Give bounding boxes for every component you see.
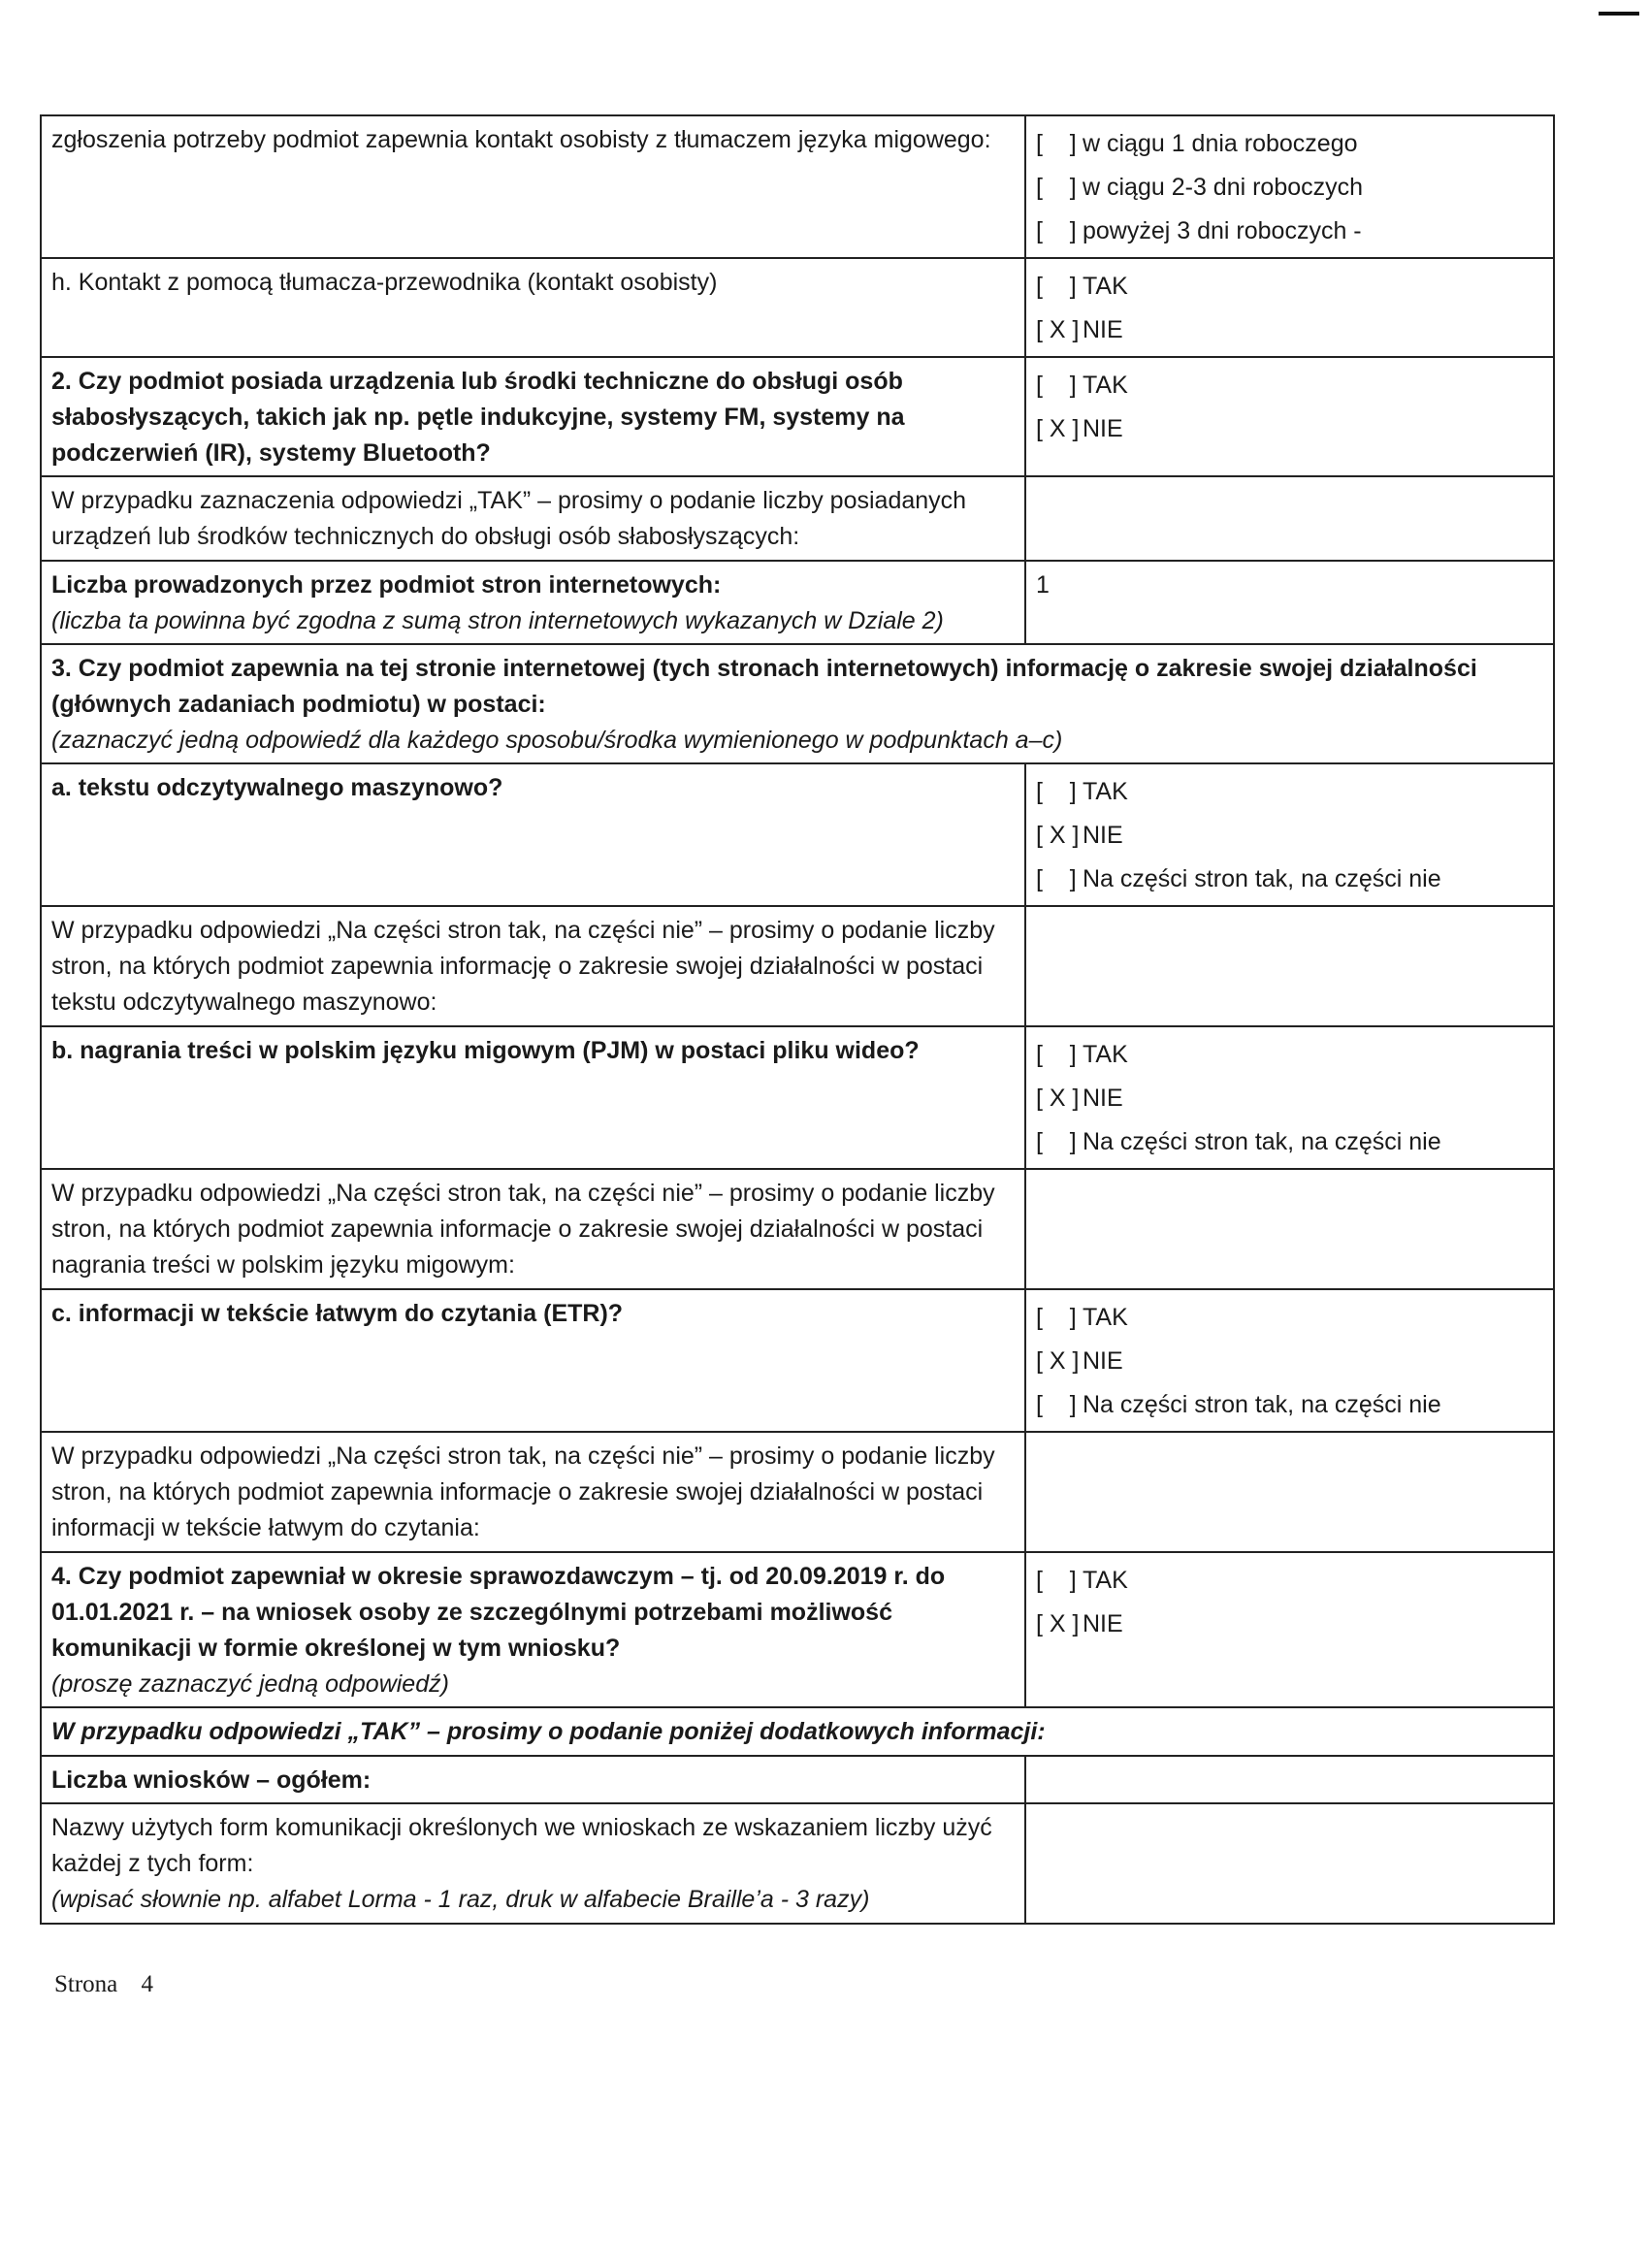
row-h-question: h. Kontakt z pomocą tłumacza-przewodnika (kontakt osobisty) xyxy=(41,258,1025,357)
checkbox-mark[interactable]: [ X ] xyxy=(1036,1347,1080,1375)
q3b-question: b. nagrania treści w polskim języku migowym (PJM) w postaci pliku wideo? xyxy=(41,1026,1025,1169)
option-item[interactable] xyxy=(1036,407,1543,451)
q3a-followup-value[interactable] xyxy=(1025,906,1554,1026)
checkbox-mark[interactable]: [ ] xyxy=(1036,778,1077,805)
q3b-followup-text: W przypadku odpowiedzi „Na części stron tak, na części nie” – prosimy o podanie liczby stron, na których podmiot zapewnia informacje o zakresie swojej działalności w postaci nagrania treści w polskim języku migowym: xyxy=(41,1169,1025,1289)
option-item[interactable] xyxy=(1036,1603,1543,1646)
page-footer xyxy=(54,1971,171,1998)
option-label: TAK xyxy=(1083,1567,1128,1594)
option-item[interactable] xyxy=(1036,210,1543,253)
row-g-question: zgłoszenia potrzeby podmiot zapewnia kontakt osobisty z tłumaczem języka migowego: xyxy=(41,115,1025,258)
option-label: NIE xyxy=(1083,1610,1123,1637)
checkbox-mark[interactable]: [ ] xyxy=(1036,130,1077,157)
q2-followup-value[interactable] xyxy=(1025,476,1554,561)
option-item[interactable] xyxy=(1036,308,1543,352)
option-label: TAK xyxy=(1083,273,1128,300)
checkbox-mark[interactable]: [ X ] xyxy=(1036,1085,1080,1112)
option-item[interactable] xyxy=(1036,1077,1543,1120)
requests-label: Liczba wniosków – ogółem: xyxy=(41,1756,1025,1803)
option-label: NIE xyxy=(1083,1085,1123,1112)
row-q3 xyxy=(41,644,1554,763)
option-label: w ciągu 1 dnia roboczego xyxy=(1083,130,1358,157)
q3c-followup-value[interactable] xyxy=(1025,1432,1554,1552)
option-label: NIE xyxy=(1083,1347,1123,1375)
checkbox-mark[interactable]: [ ] xyxy=(1036,1567,1077,1594)
option-label: TAK xyxy=(1083,1041,1128,1068)
row-g-options xyxy=(1025,115,1554,258)
row-h-options xyxy=(1025,258,1554,357)
q3c-question: c. informacji w tekście łatwym do czytania (ETR)? xyxy=(41,1289,1025,1432)
forms-cell xyxy=(41,1803,1025,1924)
row-q3a xyxy=(41,763,1554,906)
option-item[interactable] xyxy=(1036,770,1543,814)
q3-note: (zaznaczyć jedną odpowiedź dla każdego sposobu/środka wymienionego w podpunktach a–c) xyxy=(51,727,1063,754)
checkbox-mark[interactable]: [ ] xyxy=(1036,174,1077,201)
checkbox-mark[interactable]: [ ] xyxy=(1036,1304,1077,1331)
option-label: Na części stron tak, na części nie xyxy=(1083,1128,1441,1155)
row-q3b-followup xyxy=(41,1169,1554,1289)
q4-cell xyxy=(41,1552,1025,1707)
pages-label: Liczba prowadzonych przez podmiot stron internetowych: xyxy=(51,571,722,599)
option-label: TAK xyxy=(1083,1304,1128,1331)
checkbox-mark[interactable]: [ ] xyxy=(1036,273,1077,300)
row-forms xyxy=(41,1803,1554,1924)
row-pages xyxy=(41,561,1554,644)
q3b-followup-value[interactable] xyxy=(1025,1169,1554,1289)
option-label: TAK xyxy=(1083,372,1128,399)
checkbox-mark[interactable]: [ ] xyxy=(1036,217,1077,244)
q4-options xyxy=(1025,1552,1554,1707)
pages-note: (liczba ta powinna być zgodna z sumą stron internetowych wykazanych w Dziale 2) xyxy=(51,607,944,634)
scan-corner-mark xyxy=(1599,12,1639,16)
checkbox-mark[interactable]: [ X ] xyxy=(1036,822,1080,849)
q4-note: (proszę zaznaczyć jedną odpowiedź) xyxy=(51,1670,449,1698)
q2-followup-text: W przypadku zaznaczenia odpowiedzi „TAK” – prosimy o podanie liczby posiadanych urządzeń lub środków technicznych do obsługi osób słabosłyszących: xyxy=(41,476,1025,561)
q3b-options xyxy=(1025,1026,1554,1169)
option-item[interactable] xyxy=(1036,858,1543,901)
row-q3a-followup xyxy=(41,906,1554,1026)
pages-value[interactable]: 1 xyxy=(1025,561,1554,644)
q3c-followup-text: W przypadku odpowiedzi „Na części stron tak, na części nie” – prosimy o podanie liczby stron, na których podmiot zapewnia informacje o zakresie swojej działalności w postaci informacji w tekście łatwym do czytania: xyxy=(41,1432,1025,1552)
row-q4-if-yes xyxy=(41,1707,1554,1756)
option-item[interactable] xyxy=(1036,364,1543,407)
option-label: TAK xyxy=(1083,778,1128,805)
q3a-options xyxy=(1025,763,1554,906)
row-g xyxy=(41,115,1554,258)
q3a-question: a. tekstu odczytywalnego maszynowo? xyxy=(41,763,1025,906)
option-item[interactable] xyxy=(1036,1559,1543,1603)
pages-cell xyxy=(41,561,1025,644)
q4-question: 4. Czy podmiot zapewniał w okresie sprawozdawczym – tj. od 20.09.2019 r. do 01.01.2021 r. – na wniosek osoby ze szczególnymi potrzebami możliwość komunikacji w formie określonej w tym wniosku? xyxy=(51,1563,946,1662)
option-item[interactable] xyxy=(1036,265,1543,308)
accessibility-form-table xyxy=(40,114,1555,1925)
option-item[interactable] xyxy=(1036,122,1543,166)
footer-label: Strona xyxy=(54,1971,118,1997)
option-item[interactable] xyxy=(1036,166,1543,210)
option-label: w ciągu 2-3 dni roboczych xyxy=(1083,174,1364,201)
checkbox-mark[interactable]: [ ] xyxy=(1036,1041,1077,1068)
option-label: Na części stron tak, na części nie xyxy=(1083,1391,1441,1418)
option-label: NIE xyxy=(1083,316,1123,343)
row-requests xyxy=(41,1756,1554,1803)
forms-value[interactable] xyxy=(1025,1803,1554,1924)
page-number: 4 xyxy=(141,1971,154,1997)
checkbox-mark[interactable]: [ X ] xyxy=(1036,1610,1080,1637)
checkbox-mark[interactable]: [ ] xyxy=(1036,1128,1077,1155)
option-item[interactable] xyxy=(1036,1383,1543,1427)
option-item[interactable] xyxy=(1036,814,1543,858)
checkbox-mark[interactable]: [ ] xyxy=(1036,372,1077,399)
checkbox-mark[interactable]: [ X ] xyxy=(1036,316,1080,343)
option-item[interactable] xyxy=(1036,1296,1543,1340)
option-label: Na części stron tak, na części nie xyxy=(1083,865,1441,892)
row-q3c-followup xyxy=(41,1432,1554,1552)
forms-text: Nazwy użytych form komunikacji określonych we wnioskach ze wskazaniem liczby użyć każdej z tych form: xyxy=(51,1814,992,1877)
q3-cell xyxy=(41,644,1554,763)
option-label: NIE xyxy=(1083,415,1123,442)
option-item[interactable] xyxy=(1036,1033,1543,1077)
row-q2 xyxy=(41,357,1554,476)
checkbox-mark[interactable]: [ X ] xyxy=(1036,415,1080,442)
row-q4 xyxy=(41,1552,1554,1707)
requests-value[interactable] xyxy=(1025,1756,1554,1803)
row-q2-followup xyxy=(41,476,1554,561)
forms-note: (wpisać słownie np. alfabet Lorma - 1 raz, druk w alfabecie Braille’a - 3 razy) xyxy=(51,1886,870,1913)
checkbox-mark[interactable]: [ ] xyxy=(1036,1391,1077,1418)
q3-question: 3. Czy podmiot zapewnia na tej stronie internetowej (tych stronach internetowych) informację o zakresie swojej działalności (głównych zadaniach podmiotu) w postaci: xyxy=(51,655,1477,718)
row-q3b xyxy=(41,1026,1554,1169)
row-q3c xyxy=(41,1289,1554,1432)
q3c-options xyxy=(1025,1289,1554,1432)
option-label: NIE xyxy=(1083,822,1123,849)
q2-options xyxy=(1025,357,1554,476)
row-h xyxy=(41,258,1554,357)
q3a-followup-text: W przypadku odpowiedzi „Na części stron tak, na części nie” – prosimy o podanie liczby stron, na których podmiot zapewnia informację o zakresie swojej działalności w postaci tekstu odczytywalnego maszynowo: xyxy=(41,906,1025,1026)
q2-question: 2. Czy podmiot posiada urządzenia lub środki techniczne do obsługi osób słabosłyszących, takich jak np. pętle indukcyjne, systemy FM, systemy na podczerwień (IR), systemy Bluetooth? xyxy=(41,357,1025,476)
q4-if-yes-text: W przypadku odpowiedzi „TAK” – prosimy o podanie poniżej dodatkowych informacji: xyxy=(41,1707,1554,1756)
option-item[interactable] xyxy=(1036,1120,1543,1164)
option-item[interactable] xyxy=(1036,1340,1543,1383)
option-label: powyżej 3 dni roboczych - xyxy=(1083,217,1362,244)
checkbox-mark[interactable]: [ ] xyxy=(1036,865,1077,892)
